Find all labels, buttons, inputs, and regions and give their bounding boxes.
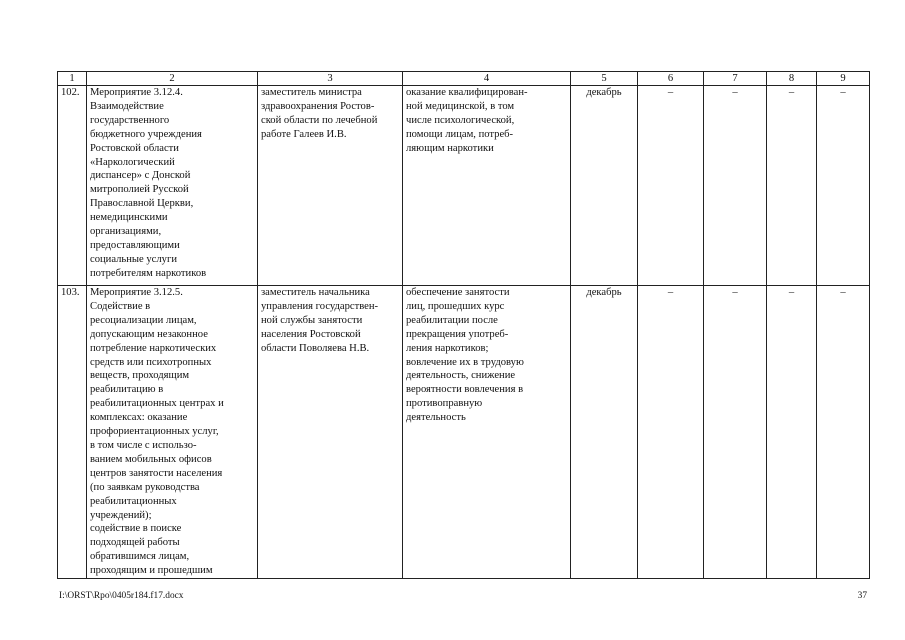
value-cell: – (767, 286, 817, 579)
text-line: Взаимодействие (90, 100, 164, 112)
header-cell: 9 (817, 72, 870, 86)
expected-result (403, 286, 571, 579)
table-header-row (58, 72, 870, 86)
text-line: ной службы занятости (261, 314, 363, 326)
value-cell: – (704, 86, 767, 286)
text-line: здравоохранения Ростов- (261, 100, 375, 112)
event-description (87, 286, 258, 579)
header-cell: 2 (87, 72, 258, 86)
text-line: ресоциализации лицам, (90, 314, 197, 326)
text-line: проходящим и прошедшим (90, 565, 213, 577)
deadline: декабрь (571, 86, 638, 286)
text-line: населения Ростовской (261, 328, 361, 340)
text-line: диспансер» с Донской (90, 170, 191, 182)
text-line: Содействие в (90, 300, 151, 312)
value-cell: – (767, 86, 817, 286)
header-cell: 7 (704, 72, 767, 86)
file-path: I:\ORST\Rpo\0405r184.f17.docx (59, 591, 184, 601)
text-line: работе Галеев И.В. (261, 128, 347, 140)
text-line: лиц, прошедших курс (406, 300, 505, 312)
text-line: допускающим незаконное (90, 328, 208, 340)
text-line: реабилитационных центрах и (90, 398, 224, 410)
text-line: области Поволяева Н.В. (261, 342, 370, 354)
text-line: помощи лицам, потреб- (406, 128, 514, 140)
text-line: потребителям наркотиков (90, 267, 207, 279)
text-line: Мероприятие 3.12.4. (90, 87, 183, 98)
text-line: содействие в поиске (90, 523, 182, 535)
text-line: профориентационных услуг, (90, 426, 219, 438)
value-cell: – (817, 86, 870, 286)
text-line: ляющим наркотики (406, 142, 494, 154)
text-line: ской области по лечебной (261, 114, 378, 126)
text-line: Мероприятие 3.12.5. (90, 287, 183, 298)
text-line: государственного (90, 114, 170, 126)
text-line: комплексах: оказание (90, 412, 188, 424)
header-cell: 5 (571, 72, 638, 86)
row-number: 102. (58, 86, 87, 286)
text-line: вовлечение их в трудовую (406, 356, 524, 368)
text-line: реабилитационных (90, 495, 177, 507)
text-line: прекращения употреб- (406, 328, 509, 340)
text-line: ной медицинской, в том (406, 100, 515, 112)
header-cell: 4 (403, 72, 571, 86)
text-line: вероятности вовлечения в (406, 384, 524, 396)
text-line: веществ, проходящим (90, 370, 190, 382)
expected-result (403, 86, 571, 286)
table-row (58, 286, 870, 579)
event-description (87, 86, 258, 286)
text-line: потребление наркотических (90, 342, 217, 354)
text-line: немедицинскими (90, 212, 168, 224)
responsible-person (258, 286, 403, 579)
header-cell: 8 (767, 72, 817, 86)
text-line: митрополией Русской (90, 184, 189, 196)
text-line: числе психологической, (406, 114, 515, 126)
value-cell: – (817, 286, 870, 579)
text-line: обеспечение занятости (406, 287, 510, 298)
text-line: «Наркологический (90, 156, 175, 168)
header-cell: 3 (258, 72, 403, 86)
header-cell: 6 (638, 72, 704, 86)
table-row (58, 86, 870, 286)
page-number: 37 (857, 591, 867, 601)
responsible-person (258, 86, 403, 286)
text-line: управления государствен- (261, 300, 379, 312)
document-table (57, 71, 870, 579)
text-line: заместитель министра (261, 87, 362, 98)
header-cell: 1 (58, 72, 87, 86)
value-cell: – (638, 86, 704, 286)
text-line: (по заявкам руководства (90, 481, 200, 493)
text-line: Ростовской области (90, 142, 179, 154)
text-line: оказание квалифицирован- (406, 87, 528, 98)
text-line: Православной Церкви, (90, 198, 194, 210)
text-line: организациями, (90, 226, 162, 238)
text-line: заместитель начальника (261, 287, 370, 298)
text-line: противоправную (406, 398, 483, 410)
text-line: реабилитацию в (90, 384, 164, 396)
text-line: бюджетного учреждения (90, 128, 202, 140)
text-line: учреждений); (90, 509, 152, 521)
row-number: 103. (58, 286, 87, 579)
text-line: социальные услуги (90, 253, 177, 265)
text-line: ления наркотиков; (406, 342, 489, 354)
deadline: декабрь (571, 286, 638, 579)
value-cell: – (638, 286, 704, 579)
text-line: обратившимся лицам, (90, 551, 190, 563)
value-cell: – (704, 286, 767, 579)
text-line: центров занятости населения (90, 467, 223, 479)
text-line: подходящей работы (90, 537, 180, 549)
text-line: ванием мобильных офисов (90, 453, 212, 465)
text-line: средств или психотропных (90, 356, 212, 368)
text-line: в том числе с использо- (90, 439, 197, 451)
text-line: деятельность, снижение (406, 370, 516, 382)
text-line: деятельность (406, 412, 466, 424)
text-line: предоставляющими (90, 239, 180, 251)
text-line: реабилитации после (406, 314, 498, 326)
